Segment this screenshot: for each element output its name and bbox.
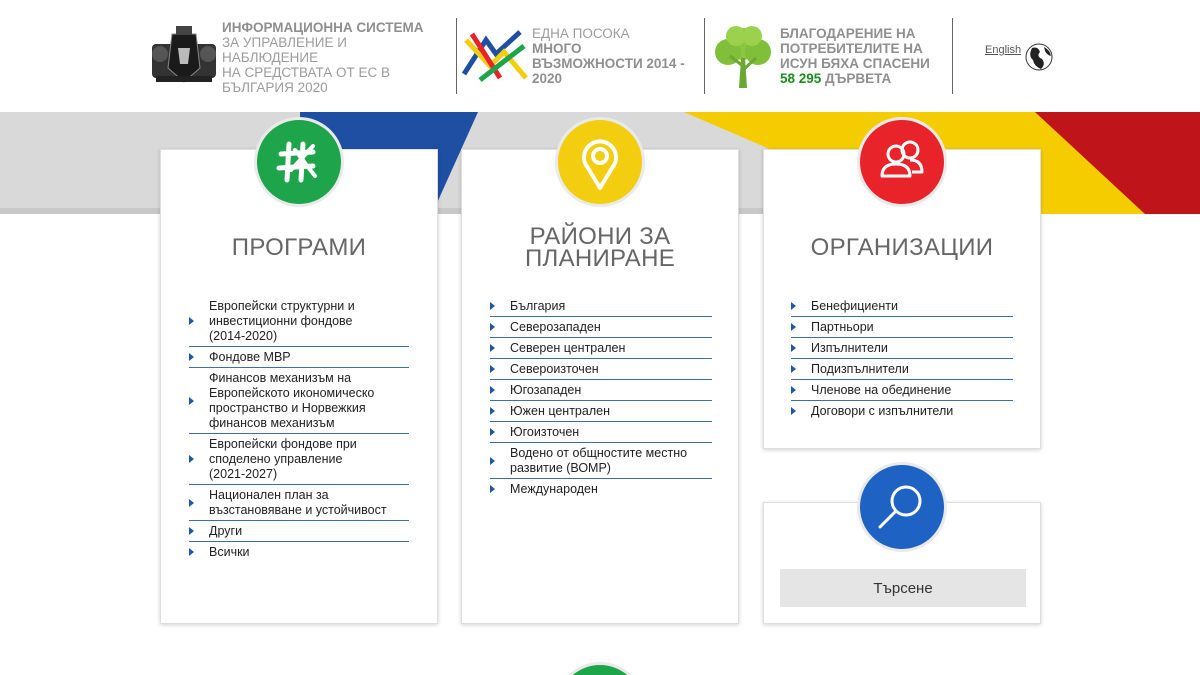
cohesion-text: [532, 26, 702, 86]
item-line: (2021-2027): [209, 467, 278, 481]
arrow-right-icon: [490, 323, 495, 331]
cohesion-line-2: МНОГО: [532, 41, 582, 56]
item-line: Европейски фондове при: [209, 437, 357, 451]
item-line: възстановяване и устойчивост: [209, 503, 387, 517]
trees-block[interactable]: [708, 20, 948, 96]
next-section-circle[interactable]: [555, 662, 645, 675]
item-line: България: [510, 299, 566, 313]
programs-card: [160, 149, 438, 624]
globe-icon[interactable]: [1024, 42, 1054, 72]
arrow-right-icon: [490, 457, 495, 465]
list-item[interactable]: [490, 380, 712, 401]
item-line: Всички: [209, 545, 250, 559]
header-divider: [952, 18, 953, 94]
item-line: Фондове МВР: [209, 350, 291, 364]
brand-line-3: НАБЛЮДЕНИЕ: [222, 50, 319, 65]
arrow-right-icon: [189, 527, 194, 535]
brand-line-5: БЪЛГАРИЯ 2020: [222, 80, 328, 95]
item-line: пространство и Норвежкия: [209, 401, 366, 415]
regions-list: [490, 296, 712, 499]
saved-trees-count: 58 295: [780, 71, 822, 86]
trees-suffix: ДЪРВЕТА: [821, 71, 892, 86]
list-item[interactable]: [189, 368, 409, 434]
item-line: Северозападен: [510, 320, 601, 334]
list-item[interactable]: [490, 359, 712, 380]
item-line: Договори с изпълнители: [811, 404, 954, 418]
trees-line-2: ПОТРЕБИТЕЛИТЕ НА: [780, 41, 923, 56]
item-line: Южен централен: [510, 404, 610, 418]
arrow-right-icon: [490, 407, 495, 415]
programs-icon: [257, 120, 341, 204]
list-item[interactable]: [189, 542, 409, 562]
item-line: Изпълнители: [811, 341, 888, 355]
list-item[interactable]: [791, 359, 1013, 380]
list-item[interactable]: [791, 401, 1013, 421]
trees-line-4: [780, 71, 950, 86]
programs-circle[interactable]: [254, 117, 344, 207]
tree-icon: [708, 22, 778, 92]
cohesion-line-4: 2020: [532, 71, 563, 86]
item-line: Национален план за: [209, 488, 329, 502]
trees-text: [780, 26, 950, 86]
item-line: Европейското икономическо: [209, 386, 375, 400]
item-line: Водено от общностите местно: [510, 446, 688, 460]
arrow-right-icon: [791, 365, 796, 373]
item-line: Финансов механизъм на: [209, 371, 352, 385]
arrow-right-icon: [791, 386, 796, 394]
search-icon: [860, 465, 944, 549]
list-item[interactable]: [490, 479, 712, 499]
regions-card: [461, 149, 739, 624]
item-line: Подизпълнители: [811, 362, 909, 376]
list-item[interactable]: [490, 422, 712, 443]
list-item[interactable]: [791, 296, 1013, 317]
arrow-right-icon: [189, 397, 194, 405]
regions-title-line-1: РАЙОНИ ЗА: [529, 223, 671, 250]
brand-line-1: ИНФОРМАЦИОННА СИСТЕМА: [222, 20, 424, 35]
arrow-right-icon: [189, 499, 194, 507]
arrow-right-icon: [189, 455, 194, 463]
cohesion-block[interactable]: [460, 22, 700, 94]
list-item[interactable]: [490, 296, 712, 317]
map-pin-icon: [558, 120, 642, 204]
list-item[interactable]: [791, 317, 1013, 338]
arrow-right-icon: [791, 407, 796, 415]
cohesion-logo-icon: [460, 26, 530, 86]
header-divider: [704, 18, 705, 94]
list-item[interactable]: [791, 338, 1013, 359]
item-line: Членове на обединение: [811, 383, 952, 397]
item-line: споделено управление: [209, 452, 343, 466]
item-line: Североизточен: [510, 362, 599, 376]
brand-text: [222, 20, 452, 95]
regions-circle[interactable]: [555, 117, 645, 207]
brand-line-2: ЗА УПРАВЛЕНИЕ И: [222, 35, 347, 50]
trees-line-3: ИСУН БЯХА СПАСЕНИ: [780, 56, 930, 71]
arrow-right-icon: [189, 353, 194, 361]
item-line: Международен: [510, 482, 598, 496]
item-line: (2014-2020): [209, 329, 278, 343]
arrow-right-icon: [490, 302, 495, 310]
header: [0, 0, 1200, 112]
item-line: Югозападен: [510, 383, 582, 397]
arrow-right-icon: [490, 344, 495, 352]
brand-block[interactable]: [146, 18, 451, 98]
organizations-list: [791, 296, 1013, 421]
header-divider: [456, 18, 457, 94]
list-item[interactable]: [189, 434, 409, 485]
coat-of-arms-icon: [148, 24, 220, 88]
item-line: Югоизточен: [510, 425, 580, 439]
cohesion-line-1: ЕДНА ПОСОКА: [532, 26, 630, 41]
arrow-right-icon: [791, 323, 796, 331]
search-button[interactable]: Търсене: [780, 569, 1026, 607]
list-item[interactable]: [490, 338, 712, 359]
arrow-right-icon: [490, 428, 495, 436]
arrow-right-icon: [490, 365, 495, 373]
organizations-circle[interactable]: [857, 117, 947, 207]
arrow-right-icon: [490, 485, 495, 493]
arrow-right-icon: [791, 344, 796, 352]
list-item[interactable]: [189, 521, 409, 542]
users-icon: [860, 120, 944, 204]
arrow-right-icon: [490, 386, 495, 394]
list-item[interactable]: [791, 380, 1013, 401]
programs-list: [189, 296, 409, 562]
arrow-right-icon: [791, 302, 796, 310]
list-item[interactable]: [490, 317, 712, 338]
programs-title: ПРОГРАМИ: [231, 234, 367, 261]
search-circle[interactable]: [857, 462, 947, 552]
arrow-right-icon: [189, 548, 194, 556]
arrow-right-icon: [189, 317, 194, 325]
item-line: развитие (ВОМР): [510, 461, 611, 475]
item-line: финансов механизъм: [209, 416, 335, 430]
list-item[interactable]: [189, 296, 409, 347]
organizations-title: ОРГАНИЗАЦИИ: [810, 234, 994, 261]
item-line: Европейски структурни и: [209, 299, 355, 313]
regions-title-line-2: ПЛАНИРАНЕ: [524, 245, 676, 272]
list-item[interactable]: [189, 485, 409, 521]
list-item[interactable]: [490, 401, 712, 422]
list-item[interactable]: [490, 443, 712, 479]
cohesion-line-3: ВЪЗМОЖНОСТИ 2014 -: [532, 56, 685, 71]
item-line: Бенефициенти: [811, 299, 898, 313]
list-item[interactable]: [189, 347, 409, 368]
item-line: Други: [209, 524, 243, 538]
brand-line-4: НА СРЕДСТВАТА ОТ ЕС В: [222, 65, 391, 80]
trees-line-1: БЛАГОДАРЕНИЕ НА: [780, 26, 916, 41]
language-link-english[interactable]: English: [985, 44, 1022, 56]
item-line: инвестиционни фондове: [209, 314, 353, 328]
item-line: Северен централен: [510, 341, 626, 355]
item-line: Партньори: [811, 320, 874, 334]
